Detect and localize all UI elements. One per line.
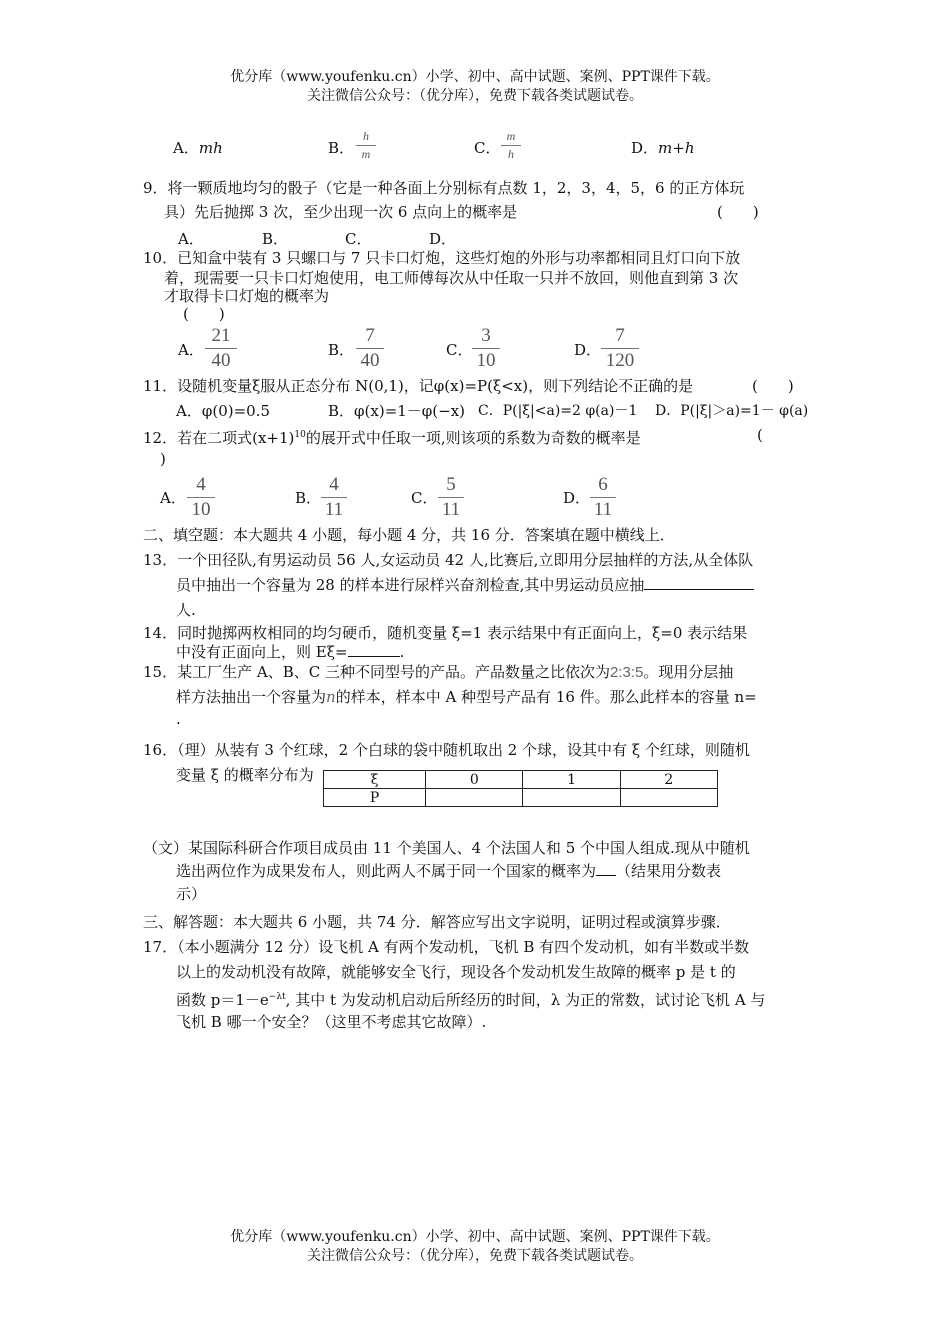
q8-option-a-label: A． [173, 139, 199, 157]
footer-line-1: 优分库（www.youfenku.cn）小学、初中、高中试题、案例、PPT课件下载。 [230, 1229, 720, 1245]
q9-option-a: A． [178, 230, 204, 248]
q9-option-d: D． [429, 230, 457, 248]
q12-option-c-fraction: 5 11 [438, 474, 464, 521]
q17-line-4: 飞机 B 哪一个安全？（这里不考虑其它故障）. [176, 1013, 487, 1031]
q10-option-c-fraction: 3 10 [472, 325, 500, 372]
q14-answer-blank[interactable] [348, 642, 400, 657]
table-cell: P [324, 789, 426, 807]
q15-line-2: 样方法抽出一个容量为n的样本，样本中 A 种型号产品有 16 件。那么此样本的容量 n= [176, 688, 757, 706]
q12-option-d-label: D． [563, 489, 591, 507]
q12-option-a-fraction: 4 10 [187, 474, 215, 521]
q11-option-a: A．φ(0)=0.5 [176, 402, 271, 420]
q12-option-a-label: A． [160, 489, 186, 507]
q11-option-c: C．P(|ξ|<a)=2 φ(a)－1 [478, 403, 638, 419]
q10-option-d-fraction: 7 120 [601, 325, 639, 372]
q9-option-c: C． [345, 230, 372, 248]
table-cell: 0 [426, 771, 523, 789]
q10-line-2: 着，现需要一只卡口灯炮使用，电工师傅每次从中任取一只并不放回，则他直到第 3 次 [164, 269, 739, 287]
q10-option-c-label: C． [446, 341, 473, 359]
q9-option-b: B． [262, 230, 289, 248]
q16-distribution-table [323, 770, 718, 807]
section-2-heading: 二、填空题：本大题共 4 小题，每小题 4 分，共 16 分．答案填在题中横线上． [143, 526, 675, 544]
table-cell: 2 [620, 771, 717, 789]
q8-option-c-label: C． [474, 139, 501, 157]
q17-line-3: 函数 $p=1-e^{-\lambda t}$, 其中 t 为发动机启动后所经历的时间，λ 为正的常数，试讨论飞机 A 与 [176, 991, 766, 1009]
q9-paren: ( ) [717, 203, 759, 221]
q11-line-1: 11．设随机变量ξ服从正态分布 N(0,1)，记φ(x)=P(ξ<x)，则下列结论不正确的是 [143, 377, 694, 395]
q10-line-3: 才取得卡口灯炮的概率为 [164, 287, 330, 305]
q12-paren-close: ) [160, 450, 166, 468]
q13-line-3: 人. [176, 601, 196, 619]
table-cell-empty[interactable] [523, 789, 620, 807]
q16-wen-line-2: 选出两位作为成果发布人，则此两人不属于同一个国家的概率为 （结果用分数表 [176, 862, 722, 880]
q14-line-2: 中没有正面向上，则 Eξ= . [176, 643, 405, 661]
section-3-heading: 三、解答题：本大题共 6 小题，共 74 分．解答应写出文字说明，证明过程或演算步骤． [143, 913, 731, 931]
q15-line-3: . [176, 710, 181, 728]
q10-option-a-fraction: 21 40 [205, 325, 237, 372]
q11-paren: ( ) [752, 377, 794, 395]
q16-wen-answer-blank[interactable] [596, 861, 616, 876]
q10-option-b-label: B． [328, 341, 355, 359]
table-cell-empty[interactable] [426, 789, 523, 807]
q8-option-a-text: mh [198, 139, 223, 157]
q16-wen-line-1: （文）某国际科研合作项目成员由 11 个美国人、4 个法国人和 5 个中国人组成.现从中随机 [143, 839, 750, 857]
q13-answer-blank[interactable] [644, 575, 754, 590]
q15-line-1: 15．某工厂生产 A、B、C 三种不同型号的产品。产品数量之比依次为2:3:5。现用分层抽 [143, 663, 734, 681]
q12-option-b-fraction: 4 11 [321, 474, 347, 521]
q15-ratio: 2:3:5 [609, 664, 644, 681]
q10-option-a-label: A． [178, 341, 204, 359]
q12-paren-open: ( [757, 426, 763, 444]
q10-option-b-fraction: 7 40 [356, 325, 384, 372]
table-cell: ξ [324, 771, 426, 789]
table-row [324, 789, 718, 807]
q17-line-1: 17．（本小题满分 12 分）设飞机 A 有两个发动机，飞机 B 有四个发动机，如有半数或半数 [143, 938, 750, 956]
q8-option-b-label: B． [328, 139, 355, 157]
q11-option-b: B．φ(x)=1－φ(−x) [328, 402, 466, 420]
q9-line-2: 具）先后抛掷 3 次，至少出现一次 6 点向上的概率是 [164, 203, 518, 221]
q10-line-1: 10．已知盒中装有 3 只螺口与 7 只卡口灯炮，这些灯炮的外形与功率都相同且灯口向下放 [143, 249, 741, 267]
q14-line-1: 14．同时抛掷两枚相同的均匀硬币，随机变量 ξ=1 表示结果中有正面向上，ξ=0 表示结果 [143, 624, 748, 642]
q10-option-d-label: D． [574, 341, 602, 359]
q17-line-2: 以上的发动机没有故障，就能够安全飞行，现设各个发动机发生故障的概率 p 是 t 的 [176, 963, 736, 981]
header-line-1: 优分库（www.youfenku.cn）小学、初中、高中试题、案例、PPT课件下载。 [230, 69, 720, 85]
q8-option-b-fraction: h m [356, 129, 376, 162]
q12-line-1: 12．若在二项式$(x+1)^{10}$的展开式中任取一项,则该项的系数为奇数的概率是 [143, 429, 641, 447]
table-cell-empty[interactable] [620, 789, 717, 807]
q8-option-c-fraction: m h [501, 129, 521, 162]
q9-line-1: 9．将一颗质地均匀的骰子（它是一种各面上分别标有点数 1，2，3，4，5，6 的正方体玩 [143, 179, 745, 197]
q11-option-d: D．P(|ξ|＞a)=1－ φ(a) [655, 403, 809, 419]
footer-line-2: 关注微信公众号：（优分库），免费下载各类试题试卷。 [307, 1248, 643, 1264]
q12-option-b-label: B． [295, 489, 322, 507]
table-cell: 1 [523, 771, 620, 789]
table-row [324, 771, 718, 789]
q16-wen-line-3: 示） [176, 885, 207, 903]
q13-line-2: 员中抽出一个容量为 28 的样本进行尿样兴奋剂检查,其中男运动员应抽 [176, 575, 754, 595]
q12-option-c-label: C． [411, 489, 438, 507]
q16-line-1: 16．（理）从装有 3 个红球，2 个白球的袋中随机取出 2 个球，设其中有 ξ 个红球，则随机 [143, 741, 750, 759]
q10-paren: ( ) [183, 305, 225, 323]
header-line-2: 关注微信公众号：（优分库），免费下载各类试题试卷。 [307, 88, 643, 104]
q8-option-d-label: D． [631, 139, 659, 157]
q8-option-d-text: m+h [658, 139, 695, 157]
q16-line-2: 变量 ξ 的概率分布为 [176, 766, 314, 784]
q13-line-1: 13．一个田径队,有男运动员 56 人,女运动员 42 人,比赛后,立即用分层抽样的方法,从全体队 [143, 551, 754, 569]
q12-option-d-fraction: 6 11 [590, 474, 616, 521]
